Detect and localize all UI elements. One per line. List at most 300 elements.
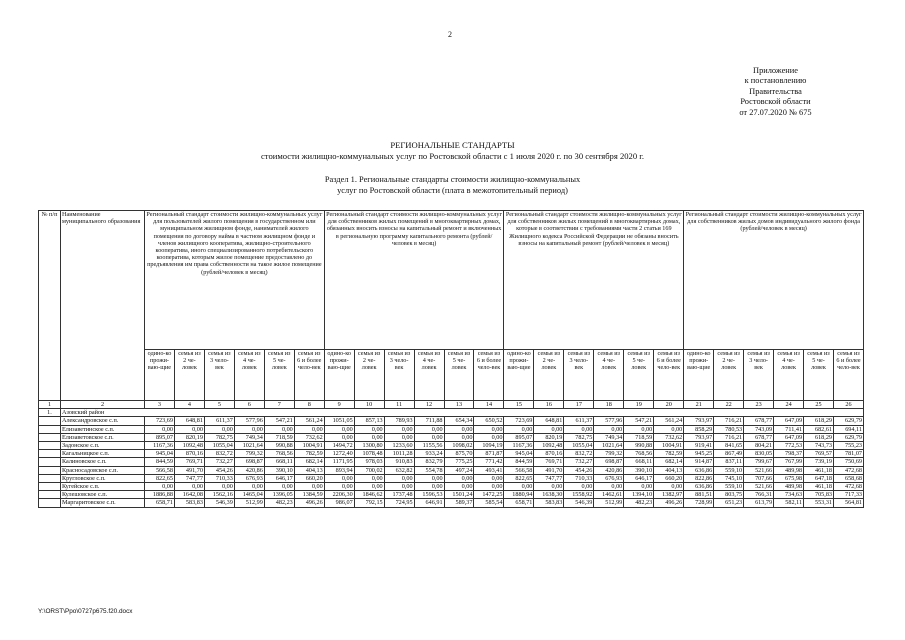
value-cell: 857,13 xyxy=(354,417,384,425)
value-cell: 647,09 xyxy=(774,417,804,425)
value-cell: 611,37 xyxy=(564,417,594,425)
value-cell: 700,02 xyxy=(354,466,384,474)
value-cell: 782,75 xyxy=(204,433,234,441)
value-cell: 711,88 xyxy=(414,417,444,425)
value-cell: 705,83 xyxy=(804,491,834,499)
value-cell: 799,32 xyxy=(234,450,264,458)
value-cell: 698,87 xyxy=(594,458,624,466)
value-cell: 454,26 xyxy=(204,466,234,474)
column-number: 15 xyxy=(504,401,534,409)
value-cell: 732,62 xyxy=(294,433,324,441)
family-size-header: семья из 3 чело-век xyxy=(564,350,594,401)
value-cell: 1382,97 xyxy=(654,491,684,499)
value-cell: 0,00 xyxy=(294,425,324,433)
value-cell: 945,04 xyxy=(145,450,175,458)
value-cell: 723,69 xyxy=(145,417,175,425)
value-cell: 717,33 xyxy=(834,491,864,499)
value-cell: 945,04 xyxy=(504,450,534,458)
value-cell: 583,83 xyxy=(534,499,564,507)
value-cell: 1021,64 xyxy=(594,442,624,450)
column-number: 14 xyxy=(474,401,504,409)
table-header-row xyxy=(39,211,864,350)
value-cell: 1846,62 xyxy=(354,491,384,499)
value-cell: 678,77 xyxy=(744,417,774,425)
value-cell: 0,00 xyxy=(444,425,474,433)
value-cell: 0,00 xyxy=(474,425,504,433)
value-cell: 676,93 xyxy=(234,474,264,482)
value-cell: 632,82 xyxy=(384,466,414,474)
value-cell: 682,14 xyxy=(654,458,684,466)
value-cell: 782,59 xyxy=(294,450,324,458)
value-cell: 0,00 xyxy=(564,425,594,433)
table-row xyxy=(39,474,864,482)
value-cell: 646,17 xyxy=(624,474,654,482)
row-number-cell xyxy=(39,474,61,482)
value-cell: 0,00 xyxy=(145,425,175,433)
value-cell: 461,18 xyxy=(804,483,834,491)
group-header-tenants: Региональный стандарт стоимости жилищно-коммунальных услуг для пользователей жилого помещения в государственном или муниципальном жилищном фонде, нанимателей жилого помещения по договору найма в частном жилищном фонде и членов жилищного кооператива, жилищно-строительного кооператива, иного специализированного потребительского кооператива, которым жилое помещение предоставлено до предъявления им права собственности на такое жилое помещение (рублей/человек в месяц) xyxy=(145,211,325,350)
family-size-header: семья из 5 че-ловек xyxy=(624,350,654,401)
file-path-footer: Y:\ORST\Ppo\0727p675.f20.docx xyxy=(38,608,133,615)
value-cell: 1092,48 xyxy=(174,442,204,450)
value-cell: 822,86 xyxy=(684,474,714,482)
value-cell: 646,91 xyxy=(414,499,444,507)
value-cell: 910,83 xyxy=(384,458,414,466)
value-cell: 766,31 xyxy=(744,491,774,499)
value-cell: 710,33 xyxy=(204,474,234,482)
value-cell: 769,71 xyxy=(534,458,564,466)
value-cell: 990,88 xyxy=(624,442,654,450)
value-cell: 832,72 xyxy=(564,450,594,458)
column-number: 24 xyxy=(774,401,804,409)
value-cell: 0,00 xyxy=(145,483,175,491)
value-cell: 768,56 xyxy=(264,450,294,458)
municipality-name: Кугейское с.п. xyxy=(61,483,145,491)
value-cell: 0,00 xyxy=(354,425,384,433)
value-cell: 870,16 xyxy=(174,450,204,458)
value-cell: 0,00 xyxy=(264,425,294,433)
column-numbers-row xyxy=(39,401,864,409)
value-cell: 768,56 xyxy=(624,450,654,458)
value-cell: 986,07 xyxy=(324,499,354,507)
value-cell: 0,00 xyxy=(444,433,474,441)
page-number: 2 xyxy=(448,30,452,39)
value-cell: 1004,91 xyxy=(294,442,324,450)
value-cell: 1272,40 xyxy=(324,450,354,458)
value-cell: 716,21 xyxy=(714,417,744,425)
value-cell: 881,51 xyxy=(684,491,714,499)
value-cell: 0,00 xyxy=(624,483,654,491)
value-cell: 743,73 xyxy=(804,442,834,450)
value-cell: 0,00 xyxy=(174,425,204,433)
value-cell: 589,37 xyxy=(444,499,474,507)
value-cell: 472,68 xyxy=(834,466,864,474)
municipality-name: Кулешовское с.п. xyxy=(61,491,145,499)
appendix-line: к постановлению xyxy=(744,76,807,86)
value-cell: 718,59 xyxy=(624,433,654,441)
row-number-cell xyxy=(39,417,61,425)
value-cell: 1092,48 xyxy=(534,442,564,450)
value-cell: 1171,95 xyxy=(324,458,354,466)
value-cell: 718,59 xyxy=(264,433,294,441)
value-cell: 1472,25 xyxy=(474,491,504,499)
value-cell: 893,94 xyxy=(324,466,354,474)
value-cell: 585,54 xyxy=(474,499,504,507)
value-cell: 0,00 xyxy=(564,483,594,491)
value-cell: 830,05 xyxy=(744,450,774,458)
family-size-header: семья из 4 че-ловек xyxy=(594,350,624,401)
value-cell: 804,21 xyxy=(744,442,774,450)
family-size-header: семья из 6 и более чело-век xyxy=(834,350,864,401)
value-cell: 933,24 xyxy=(414,450,444,458)
value-cell: 945,25 xyxy=(684,450,714,458)
value-cell: 820,19 xyxy=(174,433,204,441)
value-cell: 871,87 xyxy=(474,450,504,458)
value-cell: 1737,48 xyxy=(384,491,414,499)
value-cell: 0,00 xyxy=(474,483,504,491)
value-cell: 636,86 xyxy=(684,466,714,474)
region-number: 1. xyxy=(39,409,61,417)
row-number-cell xyxy=(39,483,61,491)
value-cell: 629,79 xyxy=(834,417,864,425)
column-number: 26 xyxy=(834,401,864,409)
value-cell: 0,00 xyxy=(504,425,534,433)
value-cell: 710,33 xyxy=(564,474,594,482)
value-cell: 629,79 xyxy=(834,433,864,441)
value-cell: 698,87 xyxy=(234,458,264,466)
row-number-cell xyxy=(39,442,61,450)
value-cell: 420,86 xyxy=(234,466,264,474)
value-cell: 1021,64 xyxy=(234,442,264,450)
family-size-header: одино-ко прожи-ваю-щие xyxy=(504,350,534,401)
value-cell: 0,00 xyxy=(624,425,654,433)
value-cell: 0,00 xyxy=(354,433,384,441)
value-cell: 647,18 xyxy=(804,474,834,482)
value-cell: 0,00 xyxy=(534,483,564,491)
column-number: 19 xyxy=(624,401,654,409)
family-size-header: семья из 2 че-ловек xyxy=(354,350,384,401)
group-header-private-houses: Региональный стандарт стоимости жилищно-коммунальных услуг для собственников жилых домов индивидуального жилого фонда (рублей/человек в месяц) xyxy=(684,211,864,350)
value-cell: 489,98 xyxy=(774,466,804,474)
value-cell: 675,98 xyxy=(774,474,804,482)
value-cell: 647,09 xyxy=(774,433,804,441)
value-cell: 711,41 xyxy=(774,425,804,433)
value-cell: 841,65 xyxy=(714,442,744,450)
appendix-line: Приложение xyxy=(753,66,798,75)
value-cell: 583,83 xyxy=(174,499,204,507)
value-cell: 707,66 xyxy=(744,474,774,482)
table-row xyxy=(39,499,864,507)
value-cell: 822,65 xyxy=(145,474,175,482)
value-cell: 682,61 xyxy=(804,425,834,433)
value-cell: 732,27 xyxy=(204,458,234,466)
value-cell: 822,65 xyxy=(504,474,534,482)
value-cell: 1642,08 xyxy=(174,491,204,499)
value-cell: 1167,36 xyxy=(504,442,534,450)
value-cell: 858,29 xyxy=(684,425,714,433)
region-row xyxy=(39,409,864,417)
family-size-header: семья из 6 и более чело-век xyxy=(294,350,324,401)
value-cell: 564,81 xyxy=(834,499,864,507)
table-row xyxy=(39,433,864,441)
value-cell: 658,71 xyxy=(145,499,175,507)
value-cell: 694,11 xyxy=(834,425,864,433)
value-cell: 0,00 xyxy=(324,433,354,441)
value-cell: 803,75 xyxy=(714,491,744,499)
family-size-header: семья из 3 чело-век xyxy=(204,350,234,401)
value-cell: 749,34 xyxy=(234,433,264,441)
value-cell: 554,78 xyxy=(414,466,444,474)
value-cell: 1078,48 xyxy=(354,450,384,458)
appendix-line: Ростовской области xyxy=(740,97,811,107)
value-cell: 611,37 xyxy=(204,417,234,425)
value-cell: 561,24 xyxy=(654,417,684,425)
value-cell: 0,00 xyxy=(444,474,474,482)
value-cell: 844,59 xyxy=(504,458,534,466)
value-cell: 547,21 xyxy=(624,417,654,425)
family-size-header: семья из 5 че-ловек xyxy=(804,350,834,401)
value-cell: 1394,10 xyxy=(624,491,654,499)
value-cell: 566,58 xyxy=(504,466,534,474)
column-number: 25 xyxy=(804,401,834,409)
value-cell: 739,19 xyxy=(804,458,834,466)
value-cell: 832,79 xyxy=(414,458,444,466)
value-cell: 582,11 xyxy=(774,499,804,507)
column-number: 23 xyxy=(744,401,774,409)
value-cell: 658,68 xyxy=(834,474,864,482)
value-cell: 724,95 xyxy=(384,499,414,507)
value-cell: 782,59 xyxy=(654,450,684,458)
value-cell: 646,17 xyxy=(264,474,294,482)
value-cell: 1558,92 xyxy=(564,491,594,499)
value-cell: 482,23 xyxy=(624,499,654,507)
value-cell: 1155,56 xyxy=(414,442,444,450)
value-cell: 660,20 xyxy=(654,474,684,482)
value-cell: 1384,59 xyxy=(294,491,324,499)
column-number: 3 xyxy=(145,401,175,409)
value-cell: 613,79 xyxy=(744,499,774,507)
table-row xyxy=(39,466,864,474)
value-cell: 546,39 xyxy=(204,499,234,507)
family-size-header: семья из 4 че-ловек xyxy=(234,350,264,401)
value-cell: 0,00 xyxy=(414,483,444,491)
value-cell: 895,07 xyxy=(145,433,175,441)
value-cell: 561,24 xyxy=(294,417,324,425)
value-cell: 780,53 xyxy=(714,425,744,433)
value-cell: 1462,61 xyxy=(594,491,624,499)
value-cell: 782,75 xyxy=(564,433,594,441)
value-cell: 420,86 xyxy=(594,466,624,474)
family-size-header: семья из 2 че-ловек xyxy=(174,350,204,401)
table-row xyxy=(39,491,864,499)
value-cell: 990,88 xyxy=(264,442,294,450)
value-cell: 482,23 xyxy=(264,499,294,507)
family-size-header: семья из 6 и более чело-век xyxy=(654,350,684,401)
appendix-line: Правительства xyxy=(749,86,802,96)
value-cell: 491,70 xyxy=(174,466,204,474)
value-cell: 793,97 xyxy=(684,417,714,425)
value-cell: 1562,16 xyxy=(204,491,234,499)
value-cell: 1098,02 xyxy=(444,442,474,450)
value-cell: 769,71 xyxy=(174,458,204,466)
value-cell: 658,71 xyxy=(504,499,534,507)
value-cell: 0,00 xyxy=(204,483,234,491)
column-number: 22 xyxy=(714,401,744,409)
family-size-header: семья из 2 че-ловек xyxy=(534,350,564,401)
value-cell: 1004,91 xyxy=(654,442,684,450)
column-number: 7 xyxy=(264,401,294,409)
value-cell: 0,00 xyxy=(594,483,624,491)
family-size-header: семья из 2 че-ловек xyxy=(714,350,744,401)
table-row xyxy=(39,425,864,433)
family-size-header: семья из 3 чело-век xyxy=(384,350,414,401)
value-cell: 493,41 xyxy=(474,466,504,474)
family-size-header: одино-ко прожи-ваю-щие xyxy=(145,350,175,401)
municipality-name: Елизаветовское с.п. xyxy=(61,433,145,441)
column-number: 9 xyxy=(324,401,354,409)
value-cell: 676,93 xyxy=(594,474,624,482)
table-subheader-row xyxy=(39,350,864,401)
value-cell: 546,39 xyxy=(564,499,594,507)
value-cell: 799,67 xyxy=(744,458,774,466)
value-cell: 0,00 xyxy=(384,425,414,433)
municipality-name: Кругловское с.п. xyxy=(61,474,145,482)
value-cell: 1886,88 xyxy=(145,491,175,499)
value-cell: 0,00 xyxy=(534,425,564,433)
municipality-name: Александровское с.п. xyxy=(61,417,145,425)
column-number: 2 xyxy=(61,401,145,409)
value-cell: 1501,24 xyxy=(444,491,474,499)
value-cell: 1055,04 xyxy=(204,442,234,450)
value-cell: 0,00 xyxy=(354,483,384,491)
value-cell: 1880,94 xyxy=(504,491,534,499)
value-cell: 775,25 xyxy=(444,458,474,466)
value-cell: 0,00 xyxy=(264,483,294,491)
column-number: 12 xyxy=(414,401,444,409)
value-cell: 832,72 xyxy=(204,450,234,458)
municipality-name: Елизаветинское с.п. xyxy=(61,425,145,433)
row-number-cell xyxy=(39,466,61,474)
col-header-name: Наименование муниципального образования xyxy=(61,211,145,401)
value-cell: 404,13 xyxy=(654,466,684,474)
value-cell: 390,10 xyxy=(624,466,654,474)
value-cell: 772,53 xyxy=(774,442,804,450)
value-cell: 743,09 xyxy=(744,425,774,433)
value-cell: 0,00 xyxy=(474,433,504,441)
family-size-header: семья из 3 чело-век xyxy=(744,350,774,401)
value-cell: 489,98 xyxy=(774,483,804,491)
value-cell: 0,00 xyxy=(384,433,414,441)
value-cell: 0,00 xyxy=(414,433,444,441)
row-number-cell xyxy=(39,458,61,466)
value-cell: 1465,04 xyxy=(234,491,264,499)
value-cell: 461,18 xyxy=(804,466,834,474)
value-cell: 1494,72 xyxy=(324,442,354,450)
column-number: 8 xyxy=(294,401,324,409)
value-cell: 660,20 xyxy=(294,474,324,482)
value-cell: 0,00 xyxy=(504,483,534,491)
municipality-name: Красносадовское с.п. xyxy=(61,466,145,474)
value-cell: 668,11 xyxy=(624,458,654,466)
document-subtitle: стоимости жилищно-коммунальных услуг по Ростовской области с 1 июля 2020 г. по 30 сентября 2020 г. xyxy=(260,151,644,161)
value-cell: 745,10 xyxy=(714,474,744,482)
value-cell: 559,10 xyxy=(714,483,744,491)
family-size-header: одино-ко прожи-ваю-щие xyxy=(324,350,354,401)
municipality-name: Кагальницкое с.п. xyxy=(61,450,145,458)
column-number: 13 xyxy=(444,401,474,409)
value-cell: 771,42 xyxy=(474,458,504,466)
value-cell: 0,00 xyxy=(324,425,354,433)
column-number: 11 xyxy=(384,401,414,409)
column-number: 1 xyxy=(39,401,61,409)
value-cell: 404,13 xyxy=(294,466,324,474)
value-cell: 497,24 xyxy=(444,466,474,474)
value-cell: 732,27 xyxy=(564,458,594,466)
section-heading-cont: услуг по Ростовской области (плата в межотопительный период) xyxy=(337,186,568,195)
value-cell: 1051,05 xyxy=(324,417,354,425)
value-cell: 491,70 xyxy=(534,466,564,474)
value-cell: 0,00 xyxy=(204,425,234,433)
value-cell: 678,77 xyxy=(744,433,774,441)
section-heading: Раздел 1. Региональные стандарты стоимости жилищно-коммунальных xyxy=(324,175,581,184)
value-cell: 767,99 xyxy=(774,458,804,466)
appendix-line: от 27.07.2020 № 675 xyxy=(739,107,812,117)
family-size-header: семья из 5 че-ловек xyxy=(264,350,294,401)
family-size-header: одино-ко прожи-ваю-щие xyxy=(684,350,714,401)
value-cell: 0,00 xyxy=(234,425,264,433)
value-cell: 914,87 xyxy=(684,458,714,466)
value-cell: 2206,30 xyxy=(324,491,354,499)
table-row xyxy=(39,442,864,450)
column-number: 21 xyxy=(684,401,714,409)
value-cell: 547,21 xyxy=(264,417,294,425)
municipality-name: Задонское с.п. xyxy=(61,442,145,450)
value-cell: 553,31 xyxy=(804,499,834,507)
value-cell: 0,00 xyxy=(174,483,204,491)
value-cell: 749,34 xyxy=(594,433,624,441)
column-number: 10 xyxy=(354,401,384,409)
value-cell: 0,00 xyxy=(354,474,384,482)
municipality-name: Калиновское с.п. xyxy=(61,458,145,466)
value-cell: 0,00 xyxy=(414,474,444,482)
value-cell: 618,29 xyxy=(804,433,834,441)
value-cell: 0,00 xyxy=(654,425,684,433)
value-cell: 978,03 xyxy=(354,458,384,466)
family-size-header: семья из 5 че-ловек xyxy=(444,350,474,401)
value-cell: 0,00 xyxy=(324,483,354,491)
value-cell: 844,59 xyxy=(145,458,175,466)
value-cell: 654,34 xyxy=(444,417,474,425)
value-cell: 0,00 xyxy=(414,425,444,433)
group-header-owners-exempt: Региональный стандарт стоимости жилищно-коммунальных услуг для собственников жилых помещений в многоквартирных домах, которые в соответствии с требованиями части 2 статьи 169 Жилищного кодекса Российской Федерации не обязаны вносить взносы на капитальный ремонт (рублей/человек в месяц) xyxy=(504,211,684,350)
family-size-header: семья из 6 и более чело-век xyxy=(474,350,504,401)
value-cell: 512,99 xyxy=(594,499,624,507)
value-cell: 0,00 xyxy=(294,483,324,491)
column-number: 20 xyxy=(654,401,684,409)
value-cell: 0,00 xyxy=(234,483,264,491)
table-row xyxy=(39,458,864,466)
value-cell: 472,68 xyxy=(834,483,864,491)
document-title: РЕГИОНАЛЬНЫЕ СТАНДАРТЫ xyxy=(390,140,515,150)
value-cell: 867,49 xyxy=(714,450,744,458)
value-cell: 559,10 xyxy=(714,466,744,474)
standards-table xyxy=(38,210,864,508)
value-cell: 919,41 xyxy=(684,442,714,450)
value-cell: 747,77 xyxy=(534,474,564,482)
value-cell: 668,11 xyxy=(264,458,294,466)
column-number: 6 xyxy=(234,401,264,409)
row-number-cell xyxy=(39,433,61,441)
